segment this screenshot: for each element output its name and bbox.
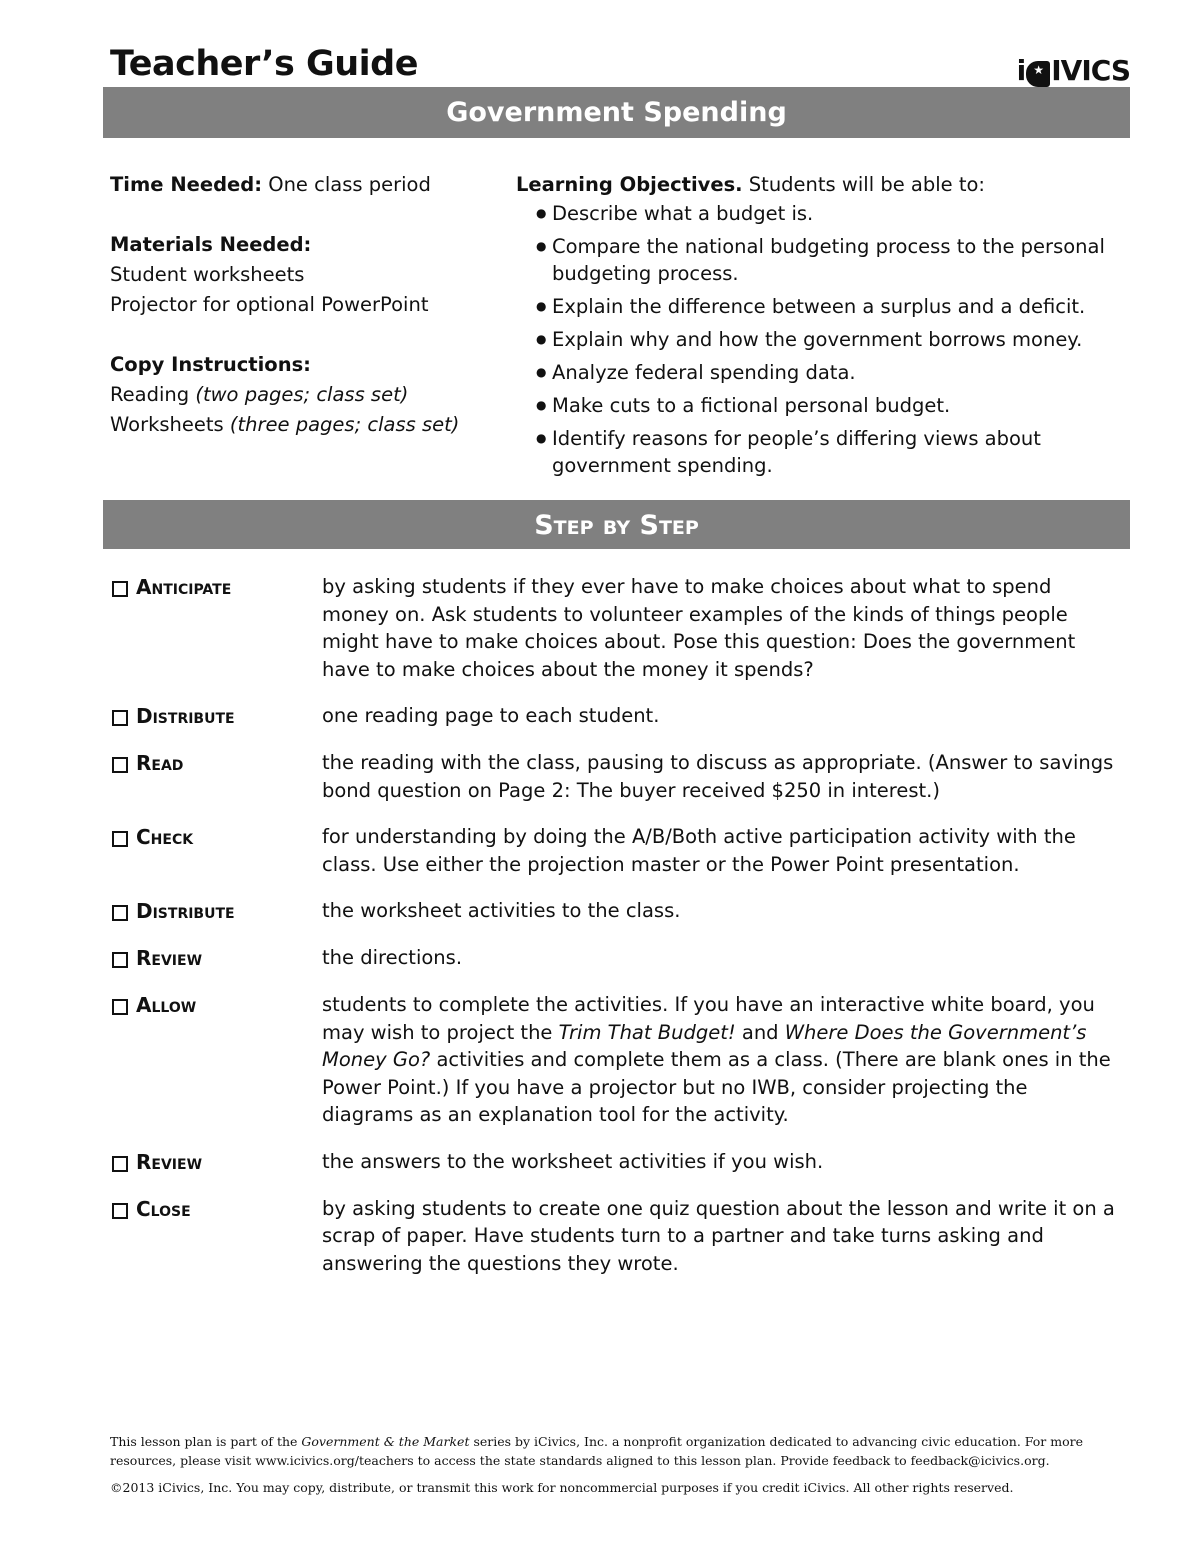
materials-item: Student worksheets <box>110 263 305 286</box>
step-row <box>110 573 1120 683</box>
step-text: by asking students to create one quiz question about the lesson and write it on a scrap of paper. Have students turn to a partner and take turns asking and answering the questions they wrote. <box>322 1196 1115 1275</box>
materials-label: Materials Needed: <box>110 233 312 256</box>
time-value: One class period <box>262 173 431 196</box>
objective-item: ● Explain why and how the government borrows money. <box>516 326 1116 353</box>
time-label: Time Needed: <box>110 173 263 196</box>
step-text: by asking students if they ever have to make choices about what to spend money on. Ask students to volunteer examples of the kinds of things people might have to make choices about. Pose this question: Does the government have to make choices about the money it spends? <box>322 575 1076 681</box>
checkbox-icon[interactable] <box>112 1156 128 1172</box>
objective-item: ● Describe what a budget is. <box>516 200 1116 227</box>
checkbox-icon[interactable] <box>112 581 128 597</box>
step-text: the answers to the worksheet activities if you wish. <box>322 1149 824 1173</box>
step-label: Check <box>136 825 194 849</box>
step-row <box>110 944 1120 972</box>
page-footer <box>110 1432 1120 1497</box>
checkbox-icon[interactable] <box>112 1203 128 1219</box>
copy-item: Worksheets (three pages; class set) <box>110 413 460 436</box>
copy-item: Reading (two pages; class set) <box>110 383 409 406</box>
step-label: Review <box>136 946 203 970</box>
checkbox-icon[interactable] <box>112 831 128 847</box>
star-c-icon <box>1026 61 1050 87</box>
lesson-title-bar: Government Spending <box>103 87 1130 138</box>
copyright-notice: ©2013 iCivics, Inc. You may copy, distribute, or transmit this work for noncommercial purposes if you credit iCivics. All other rights reserved. <box>110 1480 1014 1495</box>
objective-item: ● Analyze federal spending data. <box>516 359 1116 386</box>
objective-item: ● Explain the difference between a surplus and a deficit. <box>516 293 1116 320</box>
step-text: the worksheet activities to the class. <box>322 899 681 922</box>
step-label: Review <box>136 1149 203 1174</box>
checkbox-icon[interactable] <box>112 710 128 726</box>
step-row <box>110 823 1120 878</box>
objectives-list <box>516 200 1116 479</box>
icivics-logo <box>1017 54 1130 87</box>
steps-list <box>110 573 1120 1296</box>
step-text: the directions. <box>322 946 463 969</box>
objectives-intro: Students will be able to: <box>742 173 985 196</box>
step-row <box>110 702 1120 730</box>
objective-item: ● Compare the national budgeting process to the personal budgeting process. <box>516 233 1116 287</box>
step-text: one reading page to each student. <box>322 704 660 727</box>
checkbox-icon[interactable] <box>112 757 128 773</box>
step-text: the reading with the class, pausing to discuss as appropriate. (Answer to savings bond question on Page 2: The buyer received $250 in interest.) <box>322 751 1114 802</box>
footer-note: This lesson plan is part of the Government & the Market series by iCivics, Inc. a nonprofit organization dedicated to advancing civic education. For more resources, please visit www.icivics.org/teachers to access the state standards aligned to this lesson plan. Provide feedback to feedback@icivics.org. <box>110 1434 1083 1468</box>
lesson-info <box>110 170 490 440</box>
step-text: students to complete the activities. If you have an interactive white board, you may wish to project the Trim That Budget! and Where Does the Government’s Money Go? activities and complete them as a class. (There are blank ones in the Power Point.) If you have a projector but no IWB, consider projecting the diagrams as an explanation tool for the activity. <box>322 993 1111 1126</box>
step-row <box>110 1148 1120 1176</box>
guide-title: Teacher’s Guide <box>110 44 418 84</box>
step-text: for understanding by doing the A/B/Both active participation activity with the class. Use either the projection master or the Power Point presentation. <box>322 825 1076 876</box>
step-row <box>110 897 1120 925</box>
step-by-step-bar: Step by Step <box>103 500 1130 549</box>
step-label: Distribute <box>136 899 235 923</box>
step-label: Distribute <box>136 704 235 728</box>
step-label: Allow <box>136 993 197 1017</box>
checkbox-icon[interactable] <box>112 905 128 921</box>
checkbox-icon[interactable] <box>112 999 128 1015</box>
copy-label: Copy Instructions: <box>110 353 311 376</box>
objective-item: ● Identify reasons for people’s differing views about government spending. <box>516 425 1116 479</box>
step-row <box>110 1195 1120 1278</box>
learning-objectives <box>516 170 1116 485</box>
step-label: Read <box>136 751 184 775</box>
materials-item: Projector for optional PowerPoint <box>110 293 429 316</box>
step-label: Anticipate <box>136 575 232 599</box>
logo-prefix: i <box>1016 54 1026 87</box>
step-label: Close <box>136 1196 191 1221</box>
objectives-label: Learning Objectives. <box>516 173 743 196</box>
step-row <box>110 991 1120 1129</box>
checkbox-icon[interactable] <box>112 952 128 968</box>
logo-suffix: IVICS <box>1051 54 1130 87</box>
step-row <box>110 749 1120 804</box>
page-header <box>108 44 1130 88</box>
time-needed <box>110 170 490 200</box>
objective-item: ● Make cuts to a fictional personal budget. <box>516 392 1116 419</box>
